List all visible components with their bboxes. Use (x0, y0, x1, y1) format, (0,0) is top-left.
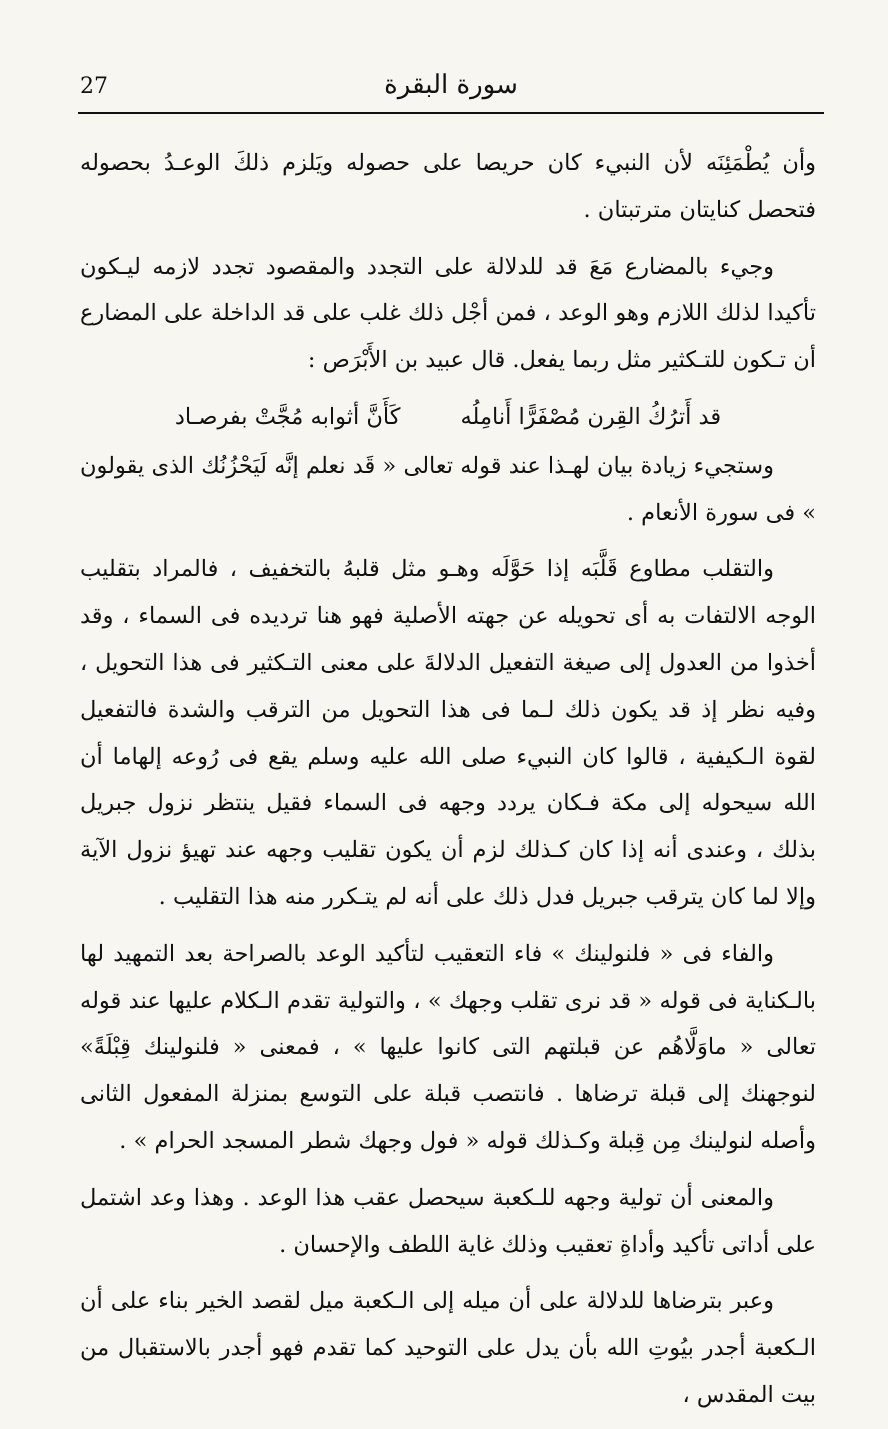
verse-first-half: قد أَترُكُ القِرن مُصْفَرًّا أَنامِلُه (460, 403, 722, 430)
paragraph: وستجيء زيادة بيان لهـذا عند قوله تعالى « قَد نعلم إنَّه لَيَحْزُنُك الذى يقولون » فى سورة الأنعام . (80, 452, 816, 526)
verse-second-half: كَأَنَّ أثوابه مُجَّتْ بفرصـاد (174, 403, 401, 430)
paragraph: وعبر بترضاها للدلالة على أن ميله إلى الـكعبة ميل لقصد الخير بناء على أن الـكعبة أجدر بيُوتِ الله بأن يدل على التوحيد كما تقدم فهو أجدر بالاستقبال من بيت المقدس ، (80, 1288, 816, 1408)
page-number: 27 (80, 74, 108, 99)
paragraph: وأن يُطْمَئِنَه لأن النبيء كان حريصا على حصوله ويَلزم ذلكَ الوعـدُ بحصوله فتحصل كنايتان مترتبتان . (80, 150, 816, 223)
page-body (80, 140, 816, 1429)
paragraph: والمعنى أن تولية وجهه للـكعبة سيحصل عقب هذا الوعد . وهذا وعد اشتمل على أداتى تأكيد وأداةِ تعقيب وذلك غاية اللطف والإحسان . (80, 1184, 816, 1258)
poetry-verse (80, 394, 816, 441)
paragraph: وجيء بالمضارع مَعَ قد للدلالة على التجدد والمقصود تجدد لازمه ليـكون تأكيدا لذلك اللازم وهو الوعد ، فمن أجْل ذلك غلب على قد الداخلة على المضارع أن تـكون للتـكثير مثل ربما يفعل. قال عبيد بن الأَبْرَص : (80, 253, 816, 374)
paragraph: والتقلب مطاوع قَلَّبَه إذا حَوَّلَه وهـو مثل قلبهُ بالتخفيف ، فالمراد بتقليب الوجه الالتفات به أى تحويله عن جهته الأصلية فهو هنا ترديده فى السماء ، وقد أخذوا من العدول إلى صيغة التفعيل الدلالةَ على معنى التـكثير فى هذا التحويل ، وفيه نظر إذ قد يكون ذلك لـما فى هذا التحويل من الترقب والشدة فالتفعيل لقوة الـكيفية ، قالوا كان النبيء صلى الله عليه وسلم يقع فى رُوعه إلهاما أن الله سيحوله إلى مكة فـكان يردد وجهه فى السماء فقيل ينتظر نزول جبريل بذلك ، وعندى أنه إذا كان كـذلك لزم أن يكون تقليب وجهه عند تهيؤ نزول الآية وإلا لما كان يترقب جبريل فدل ذلك على أنه لم يتـكرر منه هذا التقليب . (80, 556, 816, 910)
header-rule (78, 112, 824, 114)
page-title: سورة البقرة (384, 70, 518, 100)
paragraph: والفاء فى « فلنولينك » فاء التعقيب لتأكيد الوعد بالصراحة بعد التمهيد لها بالـكناية فى قوله « قد نرى تقلب وجهك » ، والتولية تقدم الـكلام عليها عند قوله تعالى « ماوَلَّاهُم عن قبلتهم التى كانوا عليها » ، فمعنى « فلنولينك قِبْلَةً» لنوجهنك إلى قبلة ترضاها . فانتصب قبلة على التوسع بمنزلة المفعول الثانى وأصله لنولينك مِن قِبلة وكـذلك قوله « فول وجهك شطر المسجد الحرام » . (80, 940, 816, 1154)
page-header (80, 70, 822, 112)
